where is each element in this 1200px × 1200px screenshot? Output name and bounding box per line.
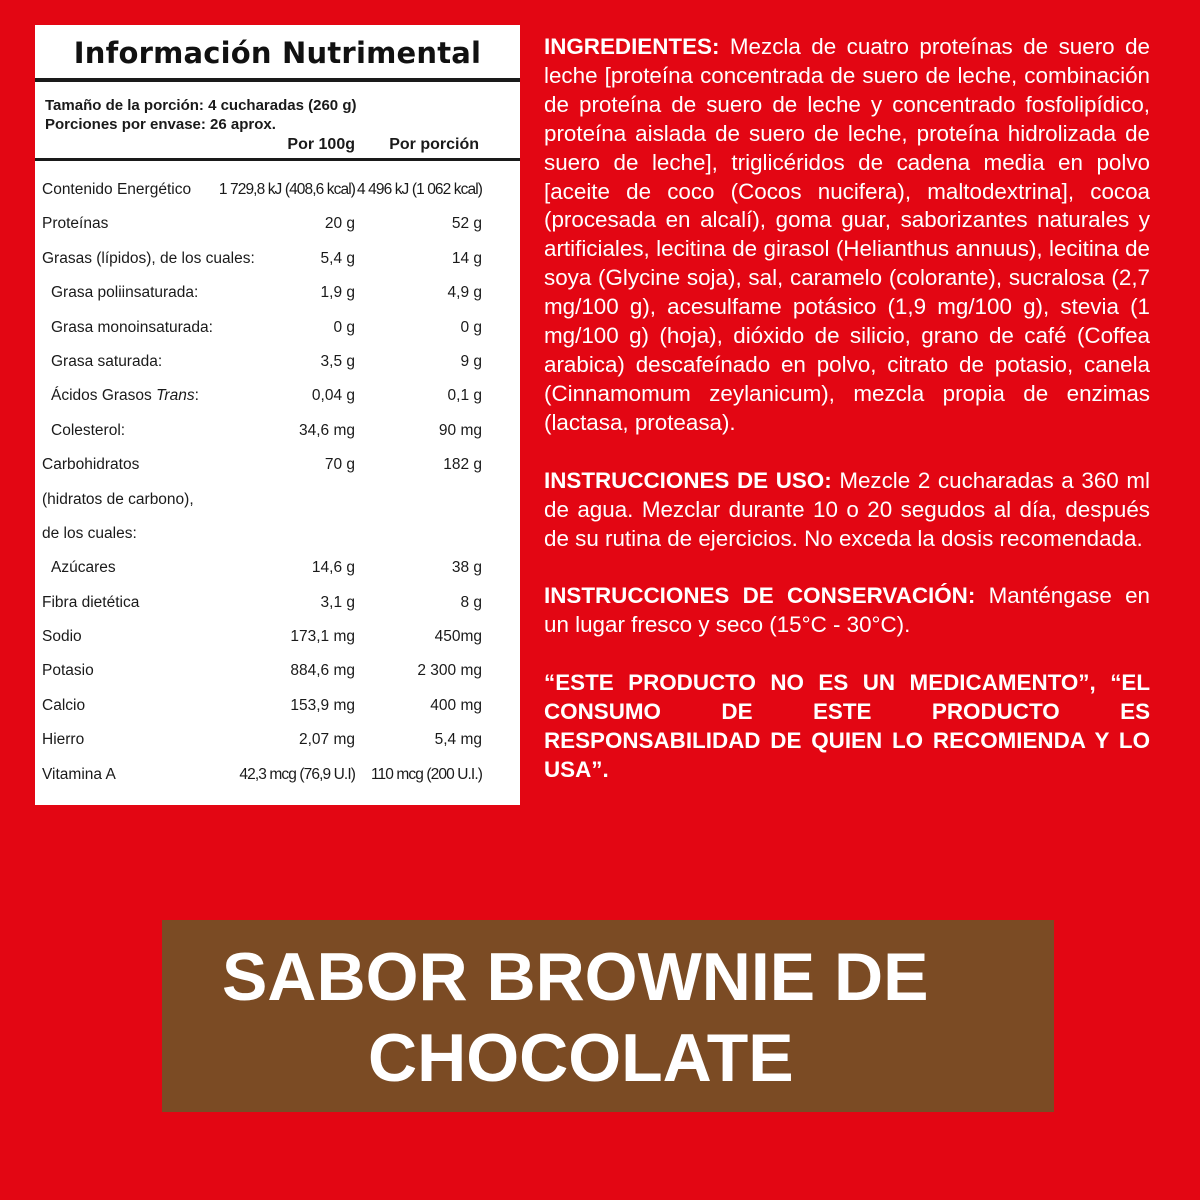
nutrition-row: [35, 383, 520, 417]
nutrient-value-per-portion: 38 g: [451, 559, 482, 577]
nutrition-rows: [35, 161, 520, 796]
nutrient-value-per-portion: 0 g: [460, 318, 482, 336]
serving-info: [35, 82, 520, 134]
nutrient-value-per-100g: 5,4 g: [320, 249, 355, 267]
nutrition-row: [35, 521, 520, 555]
nutrition-row: [35, 280, 520, 314]
storage-heading: INSTRUCCIONES DE CONSERVACIÓN:: [544, 583, 976, 609]
column-headers: [35, 134, 520, 158]
nutrient-value-per-portion: 9 g: [460, 352, 482, 370]
nutrition-row: [35, 658, 520, 692]
nutrient-value-per-portion: 4 496 kJ (1 062 kcal): [357, 181, 482, 198]
nutrition-row: [35, 246, 520, 280]
nutrient-label: Sodio: [42, 628, 82, 646]
nutrient-value-per-portion: 14 g: [451, 249, 482, 267]
nutrient-value-per-100g: 1 729,8 kJ (408,6 kcal): [218, 181, 355, 198]
product-text-column: [544, 33, 1150, 814]
nutrition-row: [35, 590, 520, 624]
ingredients-section: [544, 33, 1150, 438]
servings-per-container: Porciones por envase: 26 aprox.: [45, 116, 276, 133]
warning-text: “ESTE PRODUCTO NO ES UN MEDICAMENTO”, “EL CONSUMO DE ESTE PRODUCTO ES RESPONSABILIDAD DE QUIEN LO RECOMIENDA Y LO USA”.: [544, 670, 1150, 782]
nutrient-value-per-portion: 8 g: [460, 593, 482, 611]
nutrient-value-per-100g: 14,6 g: [311, 559, 355, 577]
nutrient-value-per-100g: 42,3 mcg (76,9 U.I): [239, 765, 355, 783]
column-header-per-portion: Por porción: [389, 136, 479, 153]
nutrient-value-per-portion: 52 g: [451, 215, 482, 233]
nutrient-label: Hierro: [42, 731, 85, 749]
nutrition-facts-panel: [35, 25, 520, 805]
nutrient-label: (hidratos de carbono),: [42, 490, 194, 508]
nutrient-value-per-portion: 450mg: [434, 628, 482, 646]
nutrient-label: Potasio: [42, 662, 94, 680]
nutrient-value-per-portion: 110 mcg (200 U.I.): [370, 765, 482, 783]
nutrition-row: [35, 177, 520, 211]
nutrient-label: Colesterol:: [51, 421, 126, 439]
nutrient-value-per-100g: 70 g: [324, 456, 355, 474]
flavor-banner: [162, 920, 1054, 1112]
nutrition-row: [35, 211, 520, 245]
nutrient-label: Grasa poliinsaturada:: [51, 284, 199, 302]
column-header-per-100g: Por 100g: [287, 136, 355, 153]
nutrition-row: [35, 727, 520, 761]
nutrient-value-per-portion: 5,4 mg: [434, 731, 482, 749]
nutrient-value-per-portion: 182 g: [443, 456, 482, 474]
usage-heading: INSTRUCCIONES DE USO:: [544, 467, 832, 493]
nutrition-row: [35, 349, 520, 383]
nutrition-row: [35, 555, 520, 589]
nutrient-value-per-100g: 20 g: [324, 215, 355, 233]
nutrient-label: Contenido Energético: [42, 181, 192, 198]
nutrition-row: [35, 762, 520, 796]
nutrient-value-per-100g: 0 g: [333, 318, 355, 336]
flavor-line-1: SABOR BROWNIE DE: [222, 939, 929, 1015]
nutrient-value-per-100g: 3,5 g: [320, 352, 355, 370]
nutrient-label: Vitamina A: [42, 765, 116, 783]
storage-section: [544, 582, 1150, 640]
usage-section: [544, 467, 1150, 554]
serving-size: Tamaño de la porción: 4 cucharadas (260 g): [45, 97, 357, 114]
nutrition-title: Información Nutrimental: [73, 36, 482, 70]
nutrient-label: Carbohidratos: [42, 456, 140, 474]
nutrient-label: Grasa monoinsaturada:: [51, 318, 213, 336]
nutrient-value-per-100g: 884,6 mg: [290, 662, 355, 680]
nutrition-row: [35, 452, 520, 486]
nutrient-label: Grasa saturada:: [51, 352, 163, 370]
nutrient-label: Azúcares: [51, 559, 116, 577]
flavor-line-2: CHOCOLATE: [368, 1020, 794, 1096]
nutrient-value-per-100g: 3,1 g: [320, 593, 355, 611]
nutrient-value-per-portion: 400 mg: [430, 696, 482, 714]
ingredients-body: Mezcla de cuatro proteínas de suero de leche [proteína concentrada de suero de leche, combinación de proteína de suero de leche y concentrado fosfolipídico, proteína aislada de suero de leche, proteína hidrolizada de suero de leche], triglicéridos de cadena media en polvo [aceite de coco (Cocos nucifera), maltodextrina], cocoa (procesada en alcalí), goma guar, saborizantes naturales y artificiales, lecitina de girasol (Helianthus annuus), lecitina de soya (Glycine soja), sal, caramelo (colorante), sucralosa (2,7 mg/100 g), acesulfame potásico (1,9 mg/100 g), stevia (1 mg/100 g) (hoja), dióxido de silicio, grano de café (Coffea arabica) descafeínado en polvo, citrato de potasio, canela (Cinnamomum zeylanicum), mezcla propia de enzimas (lactasa, proteasa).: [544, 34, 1150, 435]
nutrition-row: [35, 418, 520, 452]
nutrient-label: de los cuales:: [42, 524, 137, 542]
nutrient-label: Ácidos Grasos Trans:: [51, 387, 199, 405]
nutrient-value-per-portion: 0,1 g: [447, 387, 482, 405]
usage-body: Mezcle 2 cucharadas a 360 ml de agua. Mezclar durante 10 o 20 segudos al día, después de su rutina de ejercicios. No exceda la dosis recomendada.: [544, 467, 1150, 551]
nutrient-value-per-portion: 4,9 g: [447, 284, 482, 302]
nutrition-row: [35, 487, 520, 521]
nutrient-label: Proteínas: [42, 215, 109, 233]
nutrient-label: Grasas (lípidos), de los cuales:: [42, 249, 255, 267]
nutrition-row: [35, 624, 520, 658]
nutrient-label: Fibra dietética: [42, 593, 140, 611]
nutrition-row: [35, 693, 520, 727]
nutrient-value-per-100g: 173,1 mg: [290, 628, 355, 646]
nutrient-value-per-100g: 34,6 mg: [298, 421, 355, 439]
storage-body: Manténgase en un lugar fresco y seco (15°C - 30°C).: [544, 583, 1150, 638]
nutrient-value-per-100g: 2,07 mg: [298, 731, 355, 749]
nutrient-value-per-100g: 1,9 g: [320, 284, 355, 302]
nutrient-value-per-portion: 2 300 mg: [417, 662, 482, 680]
nutrient-value-per-100g: 0,04 g: [311, 387, 355, 405]
ingredients-heading: INGREDIENTES:: [544, 34, 720, 59]
nutrition-row: [35, 315, 520, 349]
nutrient-value-per-portion: 90 mg: [438, 421, 482, 439]
nutrient-value-per-100g: 153,9 mg: [290, 696, 355, 714]
nutrient-label: Calcio: [42, 696, 86, 714]
